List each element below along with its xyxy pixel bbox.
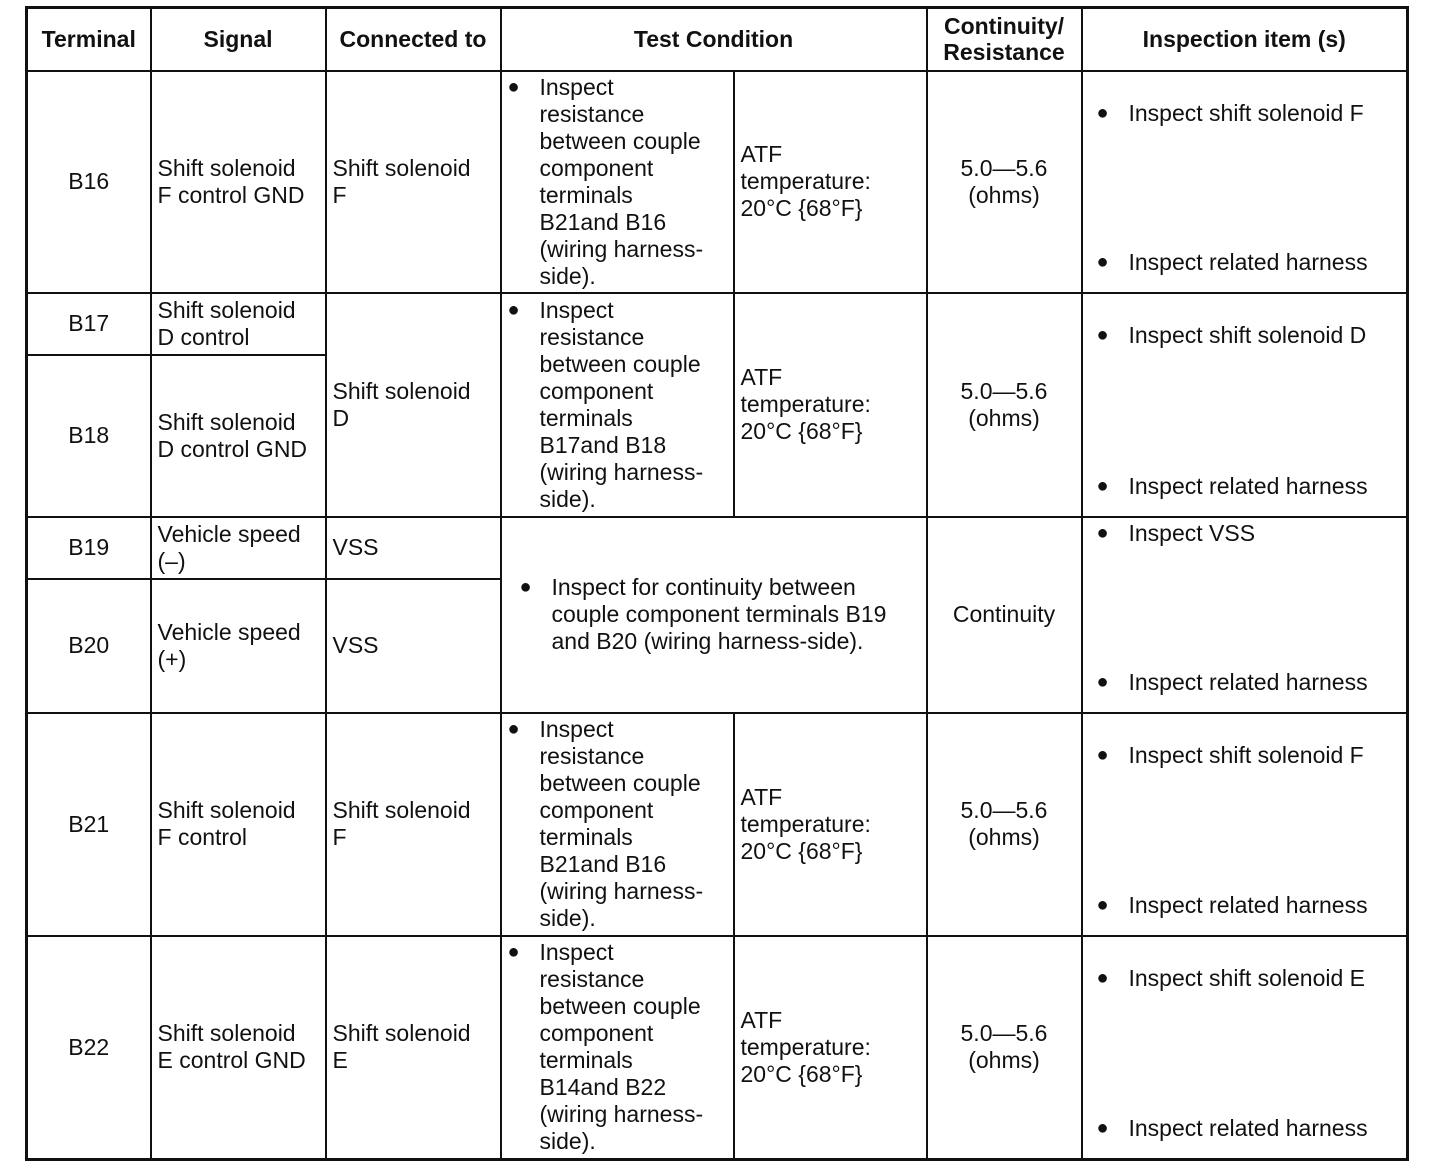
value-line: (ohms): [968, 824, 1040, 850]
terminal-cell: B22: [27, 936, 151, 1160]
header-connected-to: Connected to: [326, 8, 501, 71]
terminal-cell: B16: [27, 71, 151, 293]
test-procedure-cell: [501, 293, 734, 517]
connected-to-cell: [326, 713, 501, 936]
test-line: component: [539, 154, 654, 181]
inspect-item: Inspect related harness: [1128, 891, 1368, 918]
inspect-item: Inspect related harness: [1128, 472, 1368, 499]
connected-line: Shift solenoid: [332, 377, 471, 404]
connected-line: F: [332, 181, 347, 208]
bullet-icon: ●: [1096, 670, 1109, 693]
condition-cell: [734, 936, 927, 1160]
test-line: resistance: [539, 323, 645, 350]
condition-line: temperature:: [740, 168, 871, 194]
inspect-item: Inspect related harness: [1128, 1115, 1368, 1141]
bullet-icon: ●: [1096, 323, 1109, 346]
bullet-icon: ●: [507, 75, 520, 98]
connected-line: D: [332, 404, 350, 431]
inspection-table-wrapper: [25, 6, 1406, 1158]
connected-to-cell: [326, 71, 501, 293]
value-line: 5.0—5.6: [960, 377, 1048, 404]
header-inspection-items: Inspection item (s): [1082, 8, 1408, 71]
test-line: resistance: [539, 743, 645, 769]
signal-cell: [151, 579, 326, 713]
test-line: B21and B16: [539, 851, 667, 877]
test-line: B17and B18: [539, 431, 667, 458]
condition-line: 20°C {68°F}: [740, 195, 863, 221]
test-line: side).: [539, 485, 596, 512]
resistance-value-cell: [927, 713, 1082, 936]
test-line: component: [539, 1020, 654, 1047]
test-line: and B20 (wiring harness-side).: [551, 628, 864, 654]
signal-line: D control GND: [157, 435, 308, 462]
inspection-cell: [1082, 713, 1408, 936]
connected-line: Shift solenoid: [332, 154, 471, 181]
test-line: Inspect: [539, 73, 614, 100]
test-line: side).: [539, 905, 596, 931]
signal-cell: [151, 936, 326, 1160]
inspection-cell: [1082, 71, 1408, 293]
value-line: 5.0—5.6: [960, 797, 1048, 823]
header-continuity-resistance: [927, 8, 1082, 71]
condition-line: 20°C {68°F}: [740, 837, 863, 864]
test-line: terminals: [539, 1047, 633, 1074]
condition-line: 20°C {68°F}: [740, 418, 863, 444]
table-header-row: [27, 8, 1408, 71]
signal-line: F control: [157, 824, 247, 850]
signal-line: Shift solenoid: [157, 408, 296, 435]
header-test-condition: Test Condition: [501, 8, 927, 71]
condition-cell: [734, 713, 927, 936]
test-line: component: [539, 377, 654, 404]
signal-line: F control GND: [157, 181, 305, 208]
value-line: (ohms): [968, 181, 1040, 208]
inspect-item: Inspect shift solenoid E: [1128, 964, 1366, 991]
condition-cell: [734, 71, 927, 293]
table-row-b21: [27, 713, 1408, 936]
connected-to-cell: [326, 936, 501, 1160]
bullet-icon: ●: [1096, 743, 1109, 766]
signal-line: Vehicle speed: [157, 618, 301, 645]
test-line: (wiring harness-: [539, 458, 704, 485]
test-line: terminals: [539, 181, 633, 208]
condition-line: temperature:: [740, 1033, 871, 1060]
test-line: (wiring harness-: [539, 878, 704, 904]
header-continuity-line: Continuity/: [943, 13, 1065, 40]
condition-line: ATF: [740, 1006, 783, 1033]
bullet-icon: ●: [519, 576, 532, 598]
test-line: couple component terminals B19: [551, 601, 887, 627]
inspect-item: Inspect VSS: [1128, 519, 1256, 546]
inspection-cell: [1082, 936, 1408, 1160]
test-line: Inspect: [539, 716, 614, 742]
signal-cell: [151, 517, 326, 579]
resistance-value-cell: [927, 936, 1082, 1160]
connected-to-cell: VSS: [326, 579, 501, 713]
continuity-value-cell: Continuity: [927, 517, 1082, 713]
test-line: terminals: [539, 824, 633, 850]
bullet-icon: ●: [1096, 101, 1109, 124]
test-line: Inspect: [539, 296, 614, 323]
signal-cell: [151, 293, 326, 355]
inspection-cell: [1082, 293, 1408, 517]
connected-line: E: [332, 1047, 348, 1074]
header-terminal: Terminal: [27, 8, 151, 71]
bullet-icon: ●: [1096, 474, 1109, 497]
inspect-item: Inspect shift solenoid F: [1128, 99, 1364, 126]
test-line: between couple: [539, 993, 701, 1020]
signal-line: Shift solenoid: [157, 154, 296, 181]
header-resistance-line: Resistance: [943, 39, 1065, 66]
inspect-item: Inspect related harness: [1128, 668, 1368, 695]
signal-cell: [151, 355, 326, 517]
condition-line: 20°C {68°F}: [740, 1060, 863, 1087]
test-procedure-cell: [501, 71, 734, 293]
value-line: 5.0—5.6: [960, 154, 1048, 181]
table-row-b19: [27, 517, 1408, 579]
terminal-cell: B18: [27, 355, 151, 517]
table-row-b16: [27, 71, 1408, 293]
test-line: component: [539, 797, 654, 823]
bullet-icon: ●: [1096, 521, 1109, 544]
test-procedure-cell: [501, 713, 734, 936]
table-row-b22: [27, 936, 1408, 1160]
value-line: 5.0—5.6: [960, 1020, 1048, 1047]
signal-cell: [151, 713, 326, 936]
test-procedure-cell: [501, 517, 927, 713]
test-line: Inspect: [539, 939, 614, 966]
condition-line: temperature:: [740, 391, 871, 417]
test-line: (wiring harness-: [539, 235, 704, 262]
resistance-value-cell: [927, 71, 1082, 293]
test-line: B14and B22: [539, 1074, 667, 1101]
inspect-item: Inspect related harness: [1128, 248, 1368, 275]
condition-line: ATF: [740, 141, 783, 167]
signal-line: Shift solenoid: [157, 296, 296, 323]
test-line: between couple: [539, 127, 701, 154]
terminal-inspection-table: [25, 6, 1409, 1161]
bullet-icon: ●: [1096, 1117, 1109, 1139]
connected-to-cell: [326, 293, 501, 517]
test-line: resistance: [539, 100, 645, 127]
signal-line: D control: [157, 323, 250, 350]
terminal-cell: B17: [27, 293, 151, 355]
condition-cell: [734, 293, 927, 517]
signal-line: (+): [157, 645, 187, 672]
signal-line: Shift solenoid: [157, 1020, 296, 1047]
bullet-icon: ●: [1096, 893, 1109, 916]
condition-line: temperature:: [740, 810, 871, 837]
terminal-cell: B20: [27, 579, 151, 713]
test-line: between couple: [539, 770, 701, 796]
signal-line: E control GND: [157, 1047, 306, 1074]
test-line: side).: [539, 1128, 596, 1155]
test-procedure-cell: [501, 936, 734, 1160]
connected-line: Shift solenoid: [332, 797, 471, 823]
bullet-icon: ●: [507, 298, 520, 321]
inspect-item: Inspect shift solenoid D: [1128, 321, 1367, 348]
header-signal: Signal: [151, 8, 326, 71]
test-line: (wiring harness-: [539, 1101, 704, 1128]
bullet-icon: ●: [507, 718, 520, 740]
test-line: terminals: [539, 404, 633, 431]
bullet-icon: ●: [1096, 966, 1109, 989]
inspect-item: Inspect shift solenoid F: [1128, 741, 1364, 768]
test-line: resistance: [539, 966, 645, 993]
signal-line: Shift solenoid: [157, 797, 296, 823]
test-line: side).: [539, 262, 596, 289]
condition-line: ATF: [740, 783, 783, 810]
terminal-cell: B21: [27, 713, 151, 936]
test-line: between couple: [539, 350, 701, 377]
bullet-icon: ●: [507, 941, 520, 964]
test-line: B21and B16: [539, 208, 667, 235]
table-row-b17: [27, 293, 1408, 355]
connected-line: F: [332, 824, 347, 850]
value-line: (ohms): [968, 404, 1040, 431]
resistance-value-cell: [927, 293, 1082, 517]
connected-line: Shift solenoid: [332, 1020, 471, 1047]
test-line: Inspect for continuity between: [551, 574, 856, 600]
value-line: (ohms): [968, 1047, 1040, 1074]
bullet-icon: ●: [1096, 250, 1109, 273]
inspection-cell: [1082, 517, 1408, 713]
signal-line: (–): [157, 547, 186, 574]
connected-to-cell: VSS: [326, 517, 501, 579]
signal-line: Vehicle speed: [157, 520, 301, 547]
condition-line: ATF: [740, 364, 783, 390]
signal-cell: [151, 71, 326, 293]
terminal-cell: B19: [27, 517, 151, 579]
